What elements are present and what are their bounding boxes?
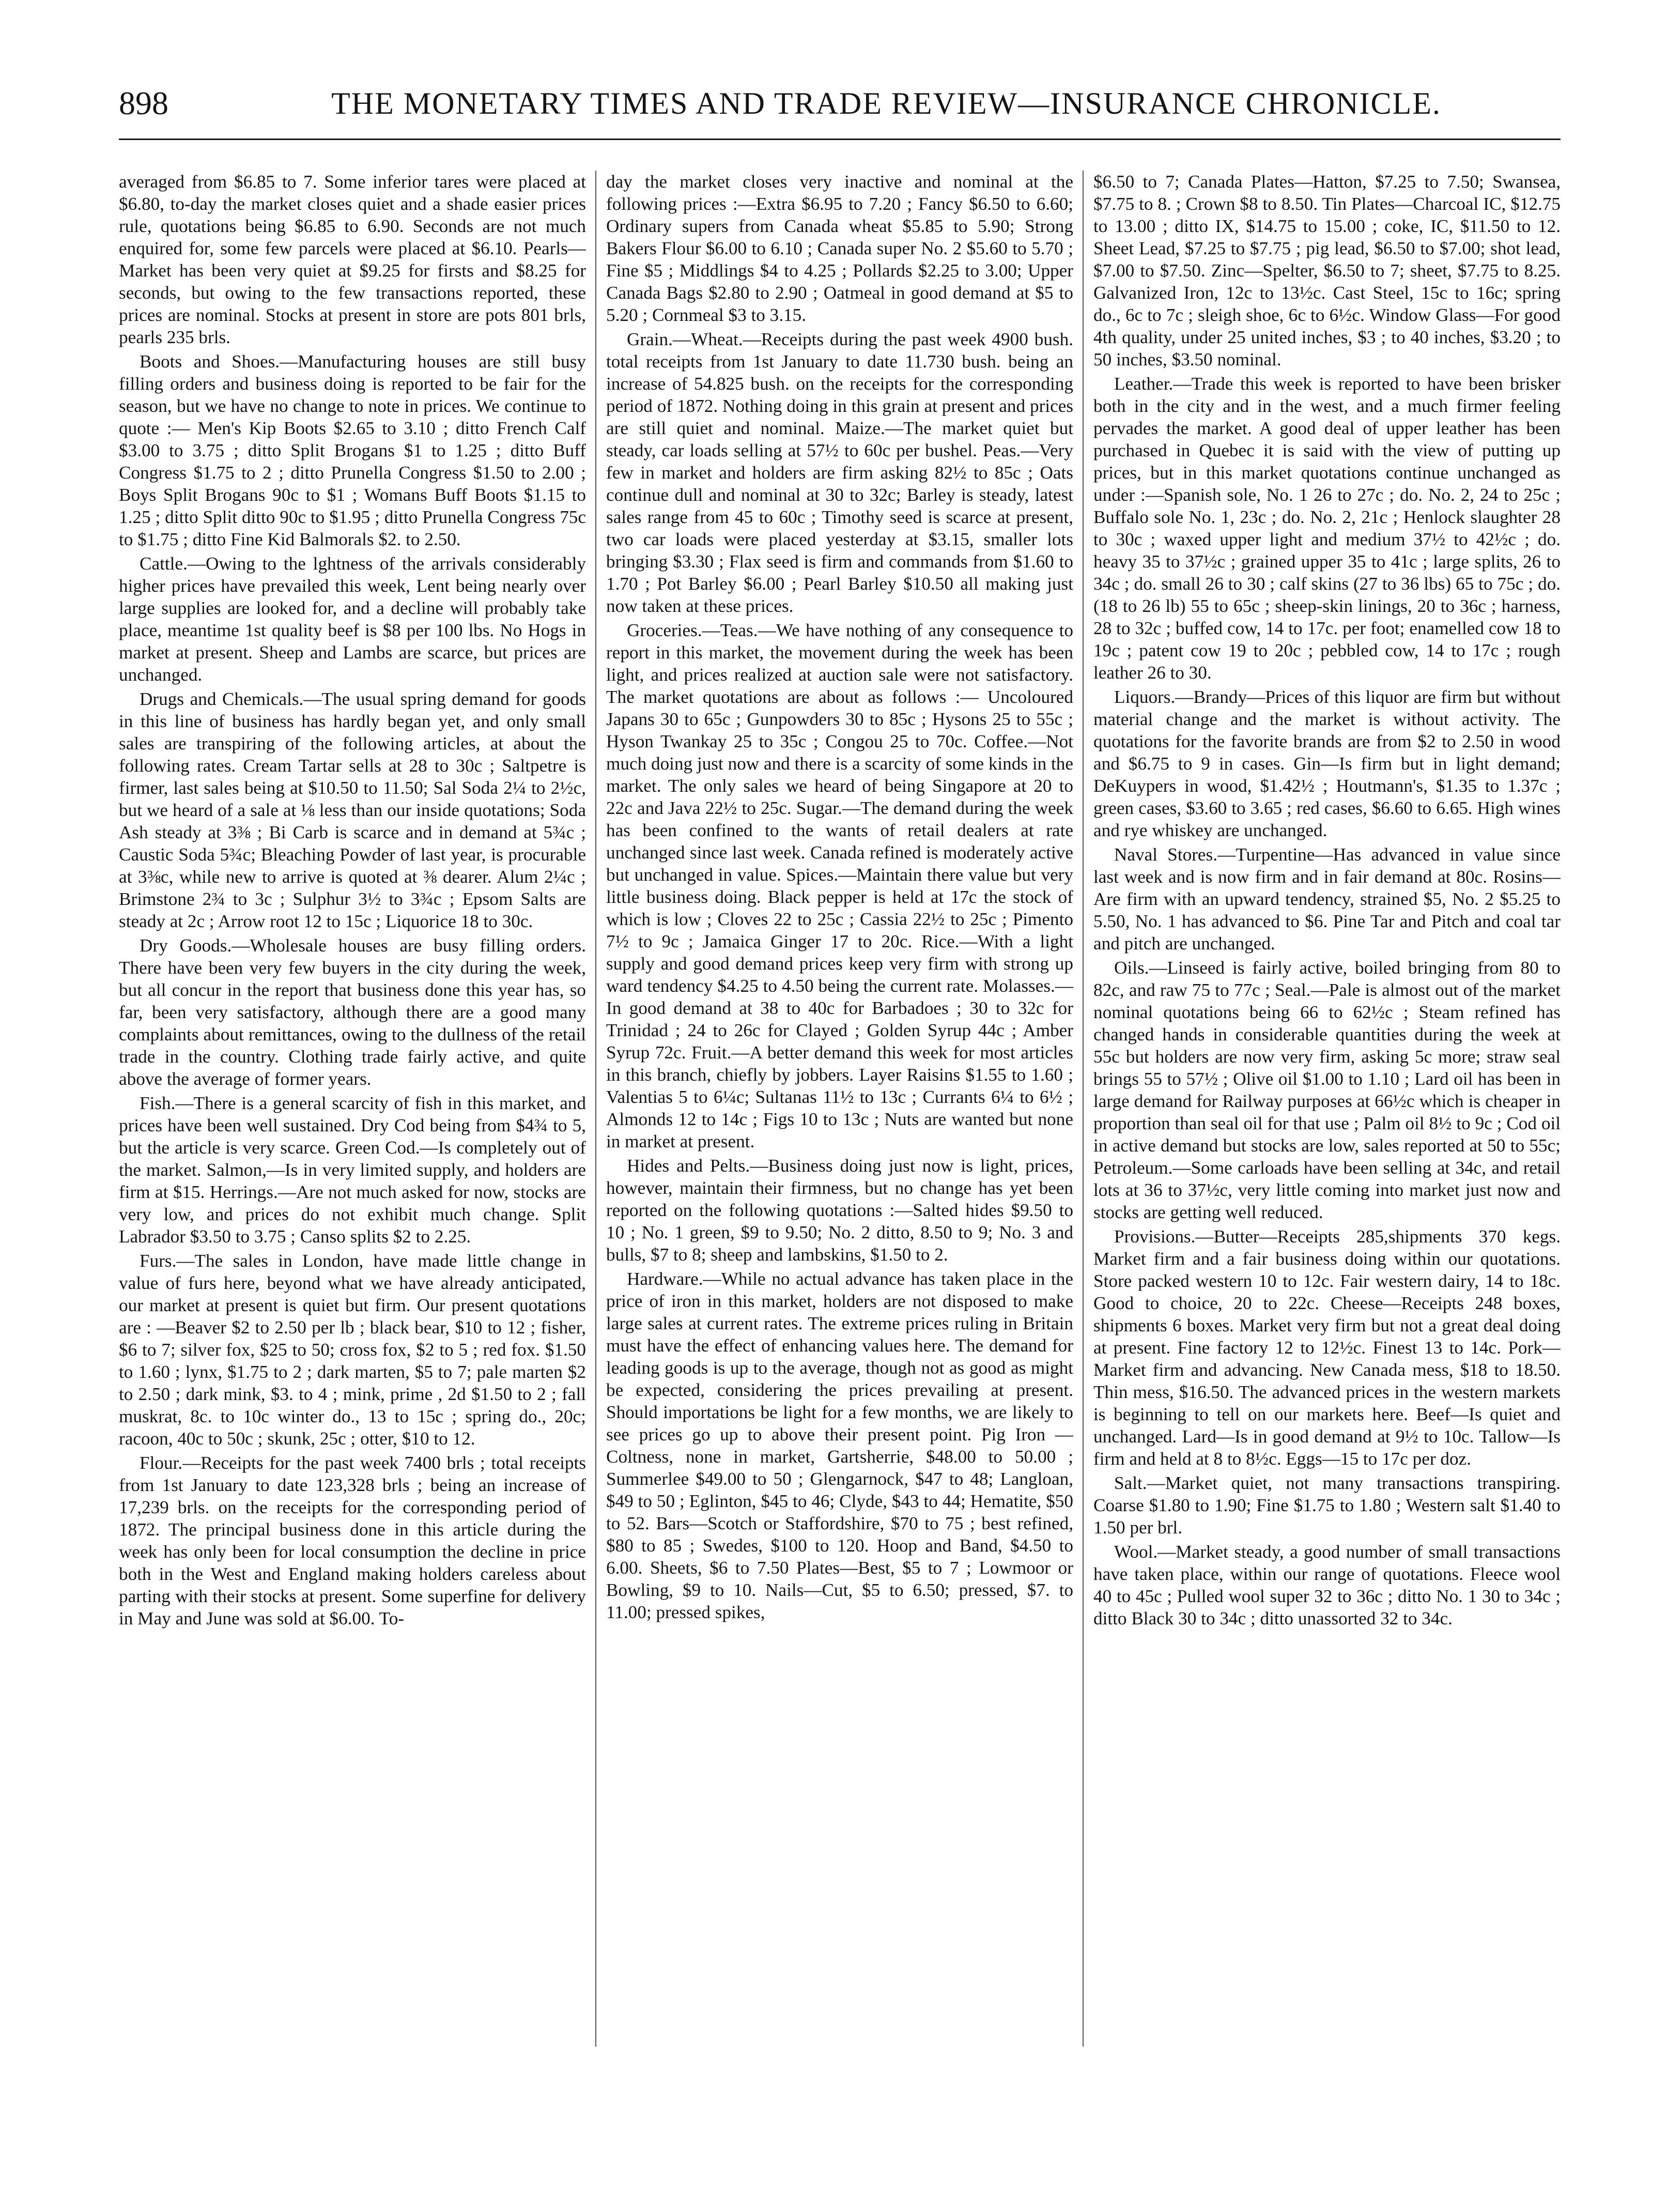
column-divider [1083,171,1084,2047]
paragraph-dry-goods: Dry Goods.—Wholesale houses are busy filling orders. There have been very few buyers in the city during the week, but all concur in the report that business done this year has, so far, been very satisfactory, although there are a good many complaints about remittances, owing to the dullness of the retail trade in the country. Clothing trade fairly active, and quite above the average of former years. [119,935,586,1089]
paragraph-fish: Fish.—There is a general scarcity of fish in this market, and prices have been well sustained. Dry Cod being from $4¾ to 5, but the article is very scarce. Green Cod.—Is completely out of the market. Salmon,—Is in very limited supply, and holders are firm at $15. Herrings.—Are not much asked for now, stocks are very low, and prices do not exhibit much change. Split Labrador $3.50 to 3.75 ; Canso splits $2 to 2.25. [119,1093,586,1247]
paragraph-groceries: Groceries.—Teas.—We have nothing of any consequence to report in this market, the movement during the week has been light, and prices realized at auction sale were not satisfactory. The market quotations are about as follows :— Uncoloured Japans 30 to 65c ; Gunpowders 30 to 85c ; Hysons 25 to 55c ; Hyson Twankay 25 to 35c ; Congou 25 to 70c. Coffee.—Not much doing just now and there is a scarcity of some kinds in the market. The only sales we heard of being Singapore at 20 to 22c and Java 22½ to 25c. Sugar.—The demand during the week has been confined to the wants of retail dealers at rate unchanged since last week. Canada refined is moderately active but unchanged in value. Spices.—Maintain there value but very little business doing. Black pepper is held at 17c the stock of which is low ; Cloves 22 to 25c ; Cassia 22½ to 25c ; Pimento 7½ to 9c ; Jamaica Ginger 17 to 20c. Rice.—With a light supply and good demand prices keep very firm with strong up ward tendency $4.25 to 4.50 being the current rate. Molasses.—In good demand at 38 to 40c for Barbadoes ; 30 to 32c for Trinidad ; 24 to 26c for Clayed ; Golden Syrup 44c ; Amber Syrup 72c. Fruit.—A better demand this week for most articles in this branch, chiefly by jobbers. Layer Raisins $1.55 to 1.60 ; Valentias 5 to 6¼c; Sultanas 11½ to 13c ; Currants 6¼ to 6½ ; Almonds 12 to 14c ; Figs 10 to 13c ; Nuts are wanted but none in market at present. [606,620,1073,1151]
column-middle [606,171,1073,2047]
column-left [119,171,586,2047]
paragraph-flour: Flour.—Receipts for the past week 7400 brls ; total receipts from 1st January to date 123,328 brls ; being an increase of 17,239 brls. on the receipts for the corresponding period of 1872. The principal business done in this article during the week has only been for local consumption the decline in price both in the West and England making holders careless about parting with their stocks at present. Some superfine for delivery in May and June was sold at $6.00. To- [119,1453,586,1629]
column-divider [595,171,596,2047]
paragraph-provisions: Provisions.—Butter—Receipts 285,shipments 370 kegs. Market firm and a fair business doing within our quotations. Store packed western 10 to 12c. Fair western dairy, 14 to 18c. Good to choice, 20 to 22c. Cheese—Receipts 248 boxes, shipments 6 boxes. Market very firm but not a great deal doing at present. Fine factory 12 to 12½c. Finest 13 to 14c. Pork—Market firm and advancing. New Canada mess, $18 to 18.50. Thin mess, $16.50. The advanced prices in the western markets is beginning to tell on our markets here. Beef—Is quiet and unchanged. Lard—Is in good demand at 9½ to 10c. Tallow—Is firm and held at 8 to 8½c. Eggs—15 to 17c per doz. [1093,1226,1561,1469]
article-columns [119,155,1561,2057]
column-right [1093,171,1561,2047]
paragraph-drugs-and-chemicals: Drugs and Chemicals.—The usual spring demand for goods in this line of business has hardly began yet, and only small sales are transpiring of the following articles, at about the following rates. Cream Tartar sells at 28 to 30c ; Saltpetre is firmer, last sales being at $10.50 to 11.50; Sal Soda 2¼ to 2½c, but we heard of a sale at ⅛ less than our inside quotations; Soda Ash steady at 3⅜ ; Bi Carb is scarce and in demand at 5¾c ; Caustic Soda 5¾c; Bleaching Powder of last year, is procurable at 3⅜c, while new to arrive is quoted at ⅜ dearer. Alum 2¼c ; Brimstone 2¾ to 3c ; Sulphur 3½ to 3¾c ; Epsom Salts are steady at 2c ; Arrow root 12 to 15c ; Liquorice 18 to 30c. [119,689,586,931]
paragraph-oils: Oils.—Linseed is fairly active, boiled bringing from 80 to 82c, and raw 75 to 77c ; Seal.—Pale is almost out of the market nominal quotations being 66 to 62½c ; Steam refined has changed hands in considerable quantities during the week at 55c but holders are now very firm, asking 5c more; straw seal brings 55 to 57½ ; Olive oil $1.00 to 1.10 ; Lard oil has been in large demand for Railway purposes at 66½c which is cheaper in proportion than seal oil for that use ; Palm oil 8½ to 9c ; Cod oil in active demand but stocks are low, sales reported at 50 to 55c; Petroleum.—Some carloads have been selling at 34c, and retail lots at 36 to 37½c, very little coming into market just now and stocks are getting well reduced. [1093,958,1561,1222]
page-header [119,78,1561,129]
paragraph-grain: Grain.—Wheat.—Receipts during the past week 4900 bush. total receipts from 1st January to date 11.730 bush. being an increase of 54.825 bush. on the receipts for the corresponding period of 1872. Nothing doing in this grain at present and prices are still quiet and nominal. Maize.—The market quiet but steady, car loads selling at 57½ to 60c per bushel. Peas.—Very few in market and holders are firm asking 82½ to 85c ; Oats continue dull and nominal at 30 to 32c; Barley is steady, latest sales range from 45 to 60c ; Timothy seed is scarce at present, two car loads were placed yesterday at $3.15, smaller lots bringing $3.30 ; Flax seed is firm and commands from $1.60 to 1.70 ; Pot Barley $6.00 ; Pearl Barley $10.50 all making just now taken at these prices. [606,329,1073,616]
paragraph-leather: Leather.—Trade this week is reported to have been brisker both in the city and in the west, and a much firmer feeling pervades the market. A good deal of upper leather has been purchased in Quebec it is said with the view of putting up prices, but in this market quotations continue unchanged as under :—Spanish sole, No. 1 26 to 27c ; do. No. 2, 24 to 25c ; Buffalo sole No. 1, 23c ; do. No. 2, 21c ; Henlock slaughter 28 to 30c ; waxed upper light and medium 37½ to 42½c ; do. heavy 35 to 37½c ; grained upper 35 to 41c ; large splits, 26 to 34c ; do. small 26 to 30 ; calf skins (27 to 36 lbs) 65 to 75c ; do. (18 to 26 lb) 55 to 65c ; sheep-skin linings, 20 to 36c ; harness, 28 to 32c ; buffed cow, 14 to 17c. per foot; enamelled cow 18 to 19c ; patent cow 19 to 20c ; pebbled cow, 14 to 17c ; rough leather 26 to 30. [1093,374,1561,683]
paragraph-flour-continued: day the market closes very inactive and nominal at the following prices :—Extra $6.95 to 7.20 ; Fancy $6.50 to 6.60; Ordinary supers from Canada wheat $5.85 to 5.90; Strong Bakers Flour $6.00 to 6.10 ; Canada super No. 2 $5.60 to 5.70 ; Fine $5 ; Middlings $4 to 4.25 ; Pollards $2.25 to 3.00; Upper Canada Bags $2.80 to 2.90 ; Oatmeal in good demand at $5 to 5.20 ; Cornmeal $3 to 3.15. [606,172,1073,325]
paragraph-furs: Furs.—The sales in London, have made little change in value of furs here, beyond what we have already anticipated, our market at present is quiet but firm. Our present quotations are : —Beaver $2 to 2.50 per lb ; black bear, $10 to 12 ; fisher, $6 to 7; silver fox, $25 to 50; cross fox, $2 to 5 ; red fox. $1.50 to 1.60 ; lynx, $1.75 to 2 ; dark marten, $5 to 7; pale marten $2 to 2.50 ; dark mink, $3. to 4 ; mink, prime , 2d $1.50 to 2 ; fall muskrat, 8c. to 10c winter do., 13 to 15c ; spring do., 20c; racoon, 40c to 50c ; skunk, 25c ; otter, $10 to 12. [119,1251,586,1449]
paragraph-cattle: Cattle.—Owing to the lghtness of the arrivals considerably higher prices have prevailed this week, Lent being nearly over large supplies are looked for, and a decline will probably take place, meantime 1st quality beef is $8 per 100 lbs. No Hogs in market at present. Sheep and Lambs are scarce, but prices are unchanged. [119,554,586,685]
running-title: THE MONETARY TIMES AND TRADE REVIEW—INSURANCE CHRONICLE. [331,86,1441,120]
paragraph-wool: Wool.—Market steady, a good number of small transactions have taken place, within our range of quotations. Fleece wool 40 to 45c ; Pulled wool super 32 to 36c ; ditto No. 1 30 to 34c ; ditto Black 30 to 34c ; ditto unassorted 32 to 34c. [1093,1542,1561,1629]
header-rule [119,139,1561,140]
paragraph-hardware-continued: $6.50 to 7; Canada Plates—Hatton, $7.25 to 7.50; Swansea, $7.75 to 8. ; Crown $8 to 8.50. Tin Plates—Charcoal IC, $12.75 to 13.00 ; ditto IX, $14.75 to 15.00 ; coke, IC, $11.50 to 12. Sheet Lead, $7.25 to $7.75 ; pig lead, $6.50 to $7.00; shot lead, $7.00 to $7.50. Zinc—Spelter, $6.50 to 7; sheet, $7.75 to 8.25. Galvanized Iron, 12c to 13½c. Cast Steel, 15c to 16c; spring do., 6c to 7c ; sleigh shoe, 6c to 6½c. Window Glass—For good 4th quality, under 25 united inches, $3 ; to 40 inches, $3.20 ; to 50 inches, $3.50 nominal. [1093,172,1561,370]
page-number: 898 [119,85,168,121]
paragraph-boots-and-shoes: Boots and Shoes.—Manufacturing houses are still busy filling orders and business doing is reported to be fair for the season, but we have no change to note in prices. We continue to quote :— Men's Kip Boots $2.65 to 3.10 ; ditto French Calf $3.00 to 3.75 ; ditto Split Brogans $1 to 1.25 ; ditto Buff Congress $1.75 to 2 ; ditto Prunella Congress $1.50 to 2.00 ; Boys Split Brogans 90c to $1 ; Womans Buff Boots $1.15 to 1.25 ; ditto Split ditto 90c to $1.95 ; ditto Prunella Congress 75c to $1.75 ; ditto Fine Kid Balmorals $2. to 2.50. [119,351,586,549]
paragraph-liquors: Liquors.—Brandy—Prices of this liquor are firm but without material change and the market is without activity. The quotations for the favorite brands are from $2 to 2.50 in wood and $6.75 to 9 in cases. Gin—Is firm but in light demand; DeKuypers in wood, $1.42½ ; Houtmann's, $1.35 to 1.37c ; green cases, $3.60 to 3.65 ; red cases, $6.60 to 6.65. High wines and rye whiskey are unchanged. [1093,687,1561,840]
paragraph-potashes-continued: averaged from $6.85 to 7. Some inferior tares were placed at $6.80, to-day the market closes quiet and a shade easier prices rule, quotations being $6.85 to 6.90. Seconds are not much enquired for, some few parcels were placed at $6.10. Pearls—Market has been very quiet at $9.25 for firsts and $8.25 for seconds, but owing to the few transactions reported, these prices are nominal. Stocks at present in store are pots 801 brls, pearls 235 brls. [119,172,586,347]
paragraph-hides-and-pelts: Hides and Pelts.—Business doing just now is light, prices, however, maintain their firmness, but no change has yet been reported on the following quotations :—Salted hides $9.50 to 10 ; No. 1 green, $9 to 9.50; No. 2 ditto, 8.50 to 9; No. 3 and bulls, $7 to 8; sheep and lambskins, $1.50 to 2. [606,1156,1073,1265]
paragraph-hardware: Hardware.—While no actual advance has taken place in the price of iron in this market, holders are not disposed to make large sales at current rates. The extreme prices ruling in Britain must have the effect of enhancing values here. The demand for leading goods is up to the average, though not as good as might be expected, considering the prices prevailing at present. Should importations be light for a few months, we are likely to see prices go up to above their present point. Pig Iron — Coltness, none in market, Gartsherrie, $48.00 to 50.00 ; Summerlee $49.00 to 50 ; Glengarnock, $47 to 48; Langloan, $49 to 50 ; Eglinton, $45 to 46; Clyde, $43 to 44; Hematite, $50 to 52. Bars—Scotch or Staffordshire, $70 to 75 ; best refined, $80 to 85 ; Swedes, $100 to 120. Hoop and Band, $4.50 to 6.00. Sheets, $6 to 7.50 Plates—Best, $5 to 7 ; Lowmoor or Bowling, $9 to 10. Nails—Cut, $5 to 6.50; pressed, $7. to 11.00; pressed spikes, [606,1269,1073,1622]
paragraph-naval-stores: Naval Stores.—Turpentine—Has advanced in value since last week and is now firm and in fair demand at 80c. Rosins—Are firm with an upward tendency, strained $5, No. 2 $5.25 to 5.50, No. 1 has advanced to $6. Pine Tar and Pitch and coal tar and pitch are unchanged. [1093,844,1561,954]
paragraph-salt: Salt.—Market quiet, not many transactions transpiring. Coarse $1.80 to 1.90; Fine $1.75 to 1.80 ; Western salt $1.40 to 1.50 per brl. [1093,1473,1561,1538]
